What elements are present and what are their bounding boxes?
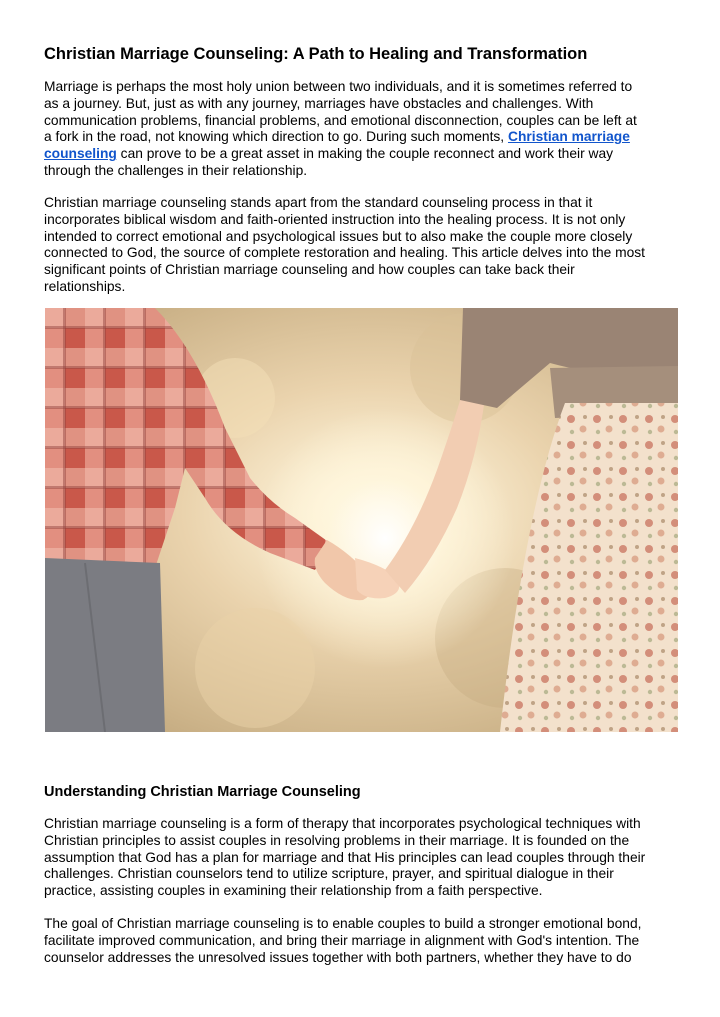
- christian-marriage-counseling-link[interactable]: Christian marriage: [507, 129, 630, 145]
- text-line: Christian marriage counseling stands apart from the standard counseling process in that it: [44, 195, 593, 210]
- text-line: Christian marriage counseling is a form of therapy that incorporates psychological techniques with: [44, 816, 641, 831]
- text-segment: can prove to be a great asset in making the couple reconnect and work their way: [120, 146, 614, 162]
- section-heading: Understanding Christian Marriage Counseling: [44, 784, 361, 800]
- christian-marriage-counseling-link-continued[interactable]: counseling: [44, 146, 117, 162]
- text-line: significant points of Christian marriage counseling and how couples can take back their: [44, 262, 575, 278]
- text-line: counselor addresses the unresolved issues together with both partners, whether they have to do: [44, 949, 632, 965]
- text-line: [44, 146, 684, 163]
- text-line: relationships.: [44, 278, 126, 294]
- text-line: as a journey. But, just as with any journey, marriages have obstacles and challenges. With: [44, 95, 594, 111]
- text-line: [44, 129, 684, 146]
- text-line: facilitate improved communication, and bring their marriage in alignment with God's intention. The: [44, 932, 640, 948]
- intro-paragraph: [44, 79, 684, 180]
- couple-holding-hands-photo: [45, 308, 678, 732]
- text-line: intended to correct emotional and psychological issues but to also make the couple more closely: [44, 228, 633, 244]
- body-paragraph-2: [44, 195, 684, 296]
- text-line: challenges. Christian counselors tend to utilize scripture, prayer, and spiritual dialogue in their: [44, 866, 614, 882]
- text-line: communication problems, financial problems, and emotional disconnection, couples can be left at: [44, 112, 637, 128]
- body-paragraph-4: [44, 916, 684, 966]
- text-line: Christian principles to assist couples in resolving problems in their marriage. It is founded on the: [44, 832, 630, 848]
- text-line: Marriage is perhaps the most holy union between two individuals, and it is sometimes referred to: [44, 79, 633, 94]
- body-paragraph-3: [44, 816, 684, 900]
- text-line: The goal of Christian marriage counseling is to enable couples to build a stronger emotional bond,: [44, 916, 642, 931]
- text-line: connected to God, the source of complete restoration and healing. This article delves into the most: [44, 245, 646, 261]
- text-line: practice, assisting couples in examining their relationship from a faith perspective.: [44, 883, 543, 899]
- text-line: through the challenges in their relationship.: [44, 162, 308, 178]
- article-title: Christian Marriage Counseling: A Path to Healing and Transformation: [44, 45, 588, 63]
- text-line: assumption that God has a plan for marriage and that His principles can lead couples through their: [44, 849, 646, 865]
- text-line: incorporates biblical wisdom and faith-oriented instruction into the healing process. It is not only: [44, 211, 626, 227]
- text-segment: a fork in the road, not knowing which direction to go. During such moments,: [44, 129, 505, 145]
